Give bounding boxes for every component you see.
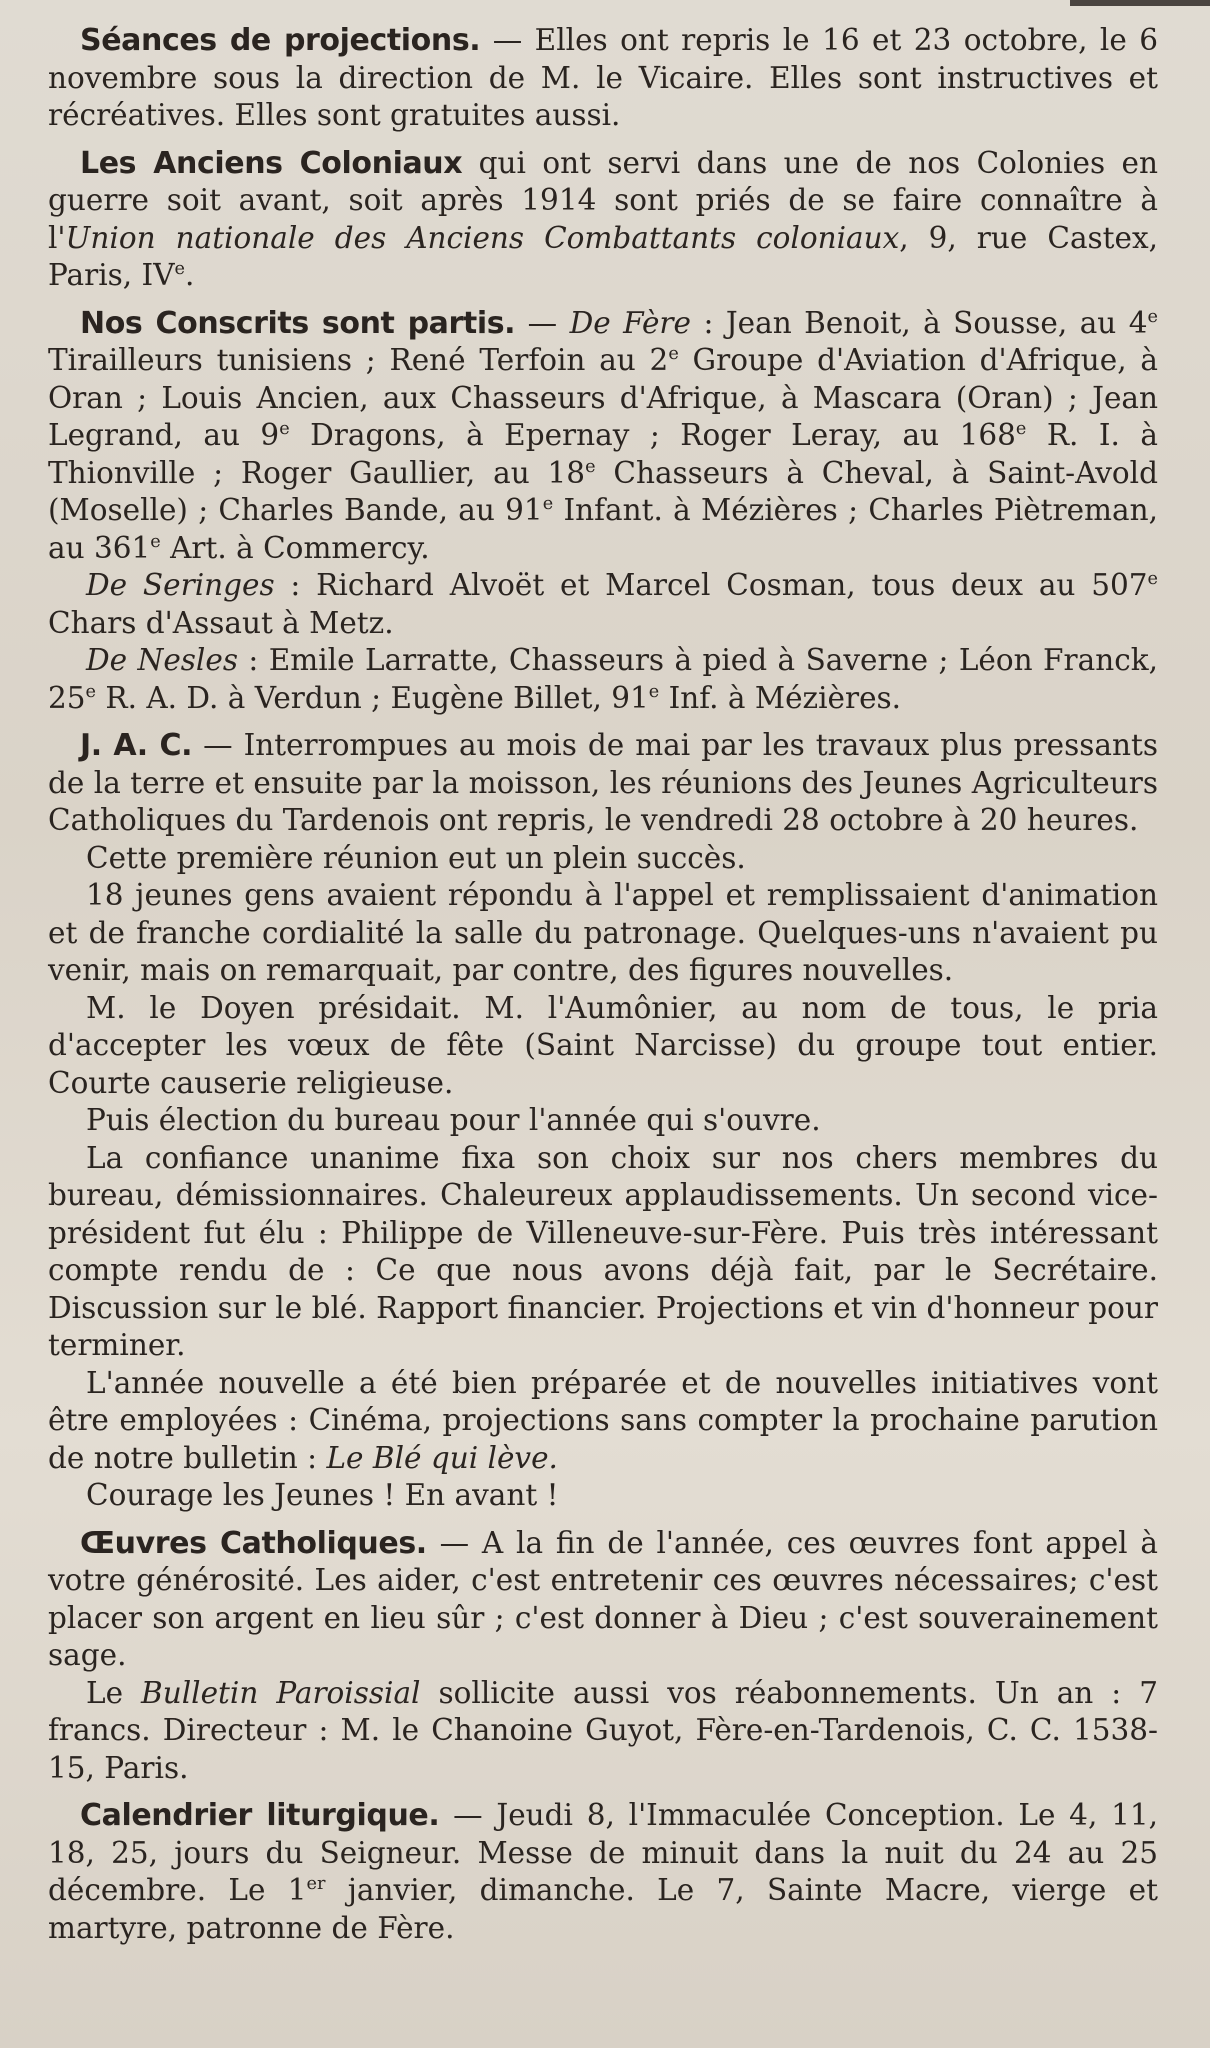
jac-heading: J. A. C. <box>80 728 193 763</box>
fere-text-1: Tirailleurs tunisiens ; René Terfoin au 2 <box>48 343 669 377</box>
section-jac <box>48 727 1158 1515</box>
conscrits-nesles-paragraph <box>48 642 1158 717</box>
conscrits-dash: — <box>515 305 570 340</box>
section-seances <box>48 22 1158 135</box>
fere-label: De Fère <box>569 305 691 340</box>
fere-text-7: Art. à Commercy. <box>160 530 430 565</box>
jac-paragraph-7 <box>48 1365 1158 1478</box>
fere-sup: e <box>1015 419 1027 440</box>
seringes-label: De Seringes <box>86 568 275 602</box>
nesles-text-1: : Emile Larratte, Chasseurs à pied à Saverne ; Léon Franck, 25 <box>48 643 1158 715</box>
oeuvres-paragraph-1 <box>48 1525 1158 1675</box>
fere-sup: e <box>585 456 596 477</box>
jac-text-1: — Interrompues au mois de mai par les travaux plus pressants de la terre et ensuite par la moisson, les réunions des Jeunes Agriculteurs Catholiques du Tardenois ont repris, le vendredi 28 octobre à 20 heures. <box>48 728 1158 837</box>
conscrits-seringes-paragraph <box>48 567 1158 642</box>
jac-paragraph-4: M. le Doyen présidait. M. l'Aumônier, au nom de tous, le pria d'accepter les vœux de fête (Saint Narcisse) du groupe tout entier. Courte causerie religieuse. <box>48 990 1158 1100</box>
conscrits-heading: Nos Conscrits sont partis. <box>80 305 516 341</box>
oeuvres-text-2a: Le <box>86 1675 142 1710</box>
seringes-sup: e <box>1147 569 1158 590</box>
anciens-sup: e <box>174 259 185 280</box>
anciens-address: , 9, rue Castex, Paris, IV <box>48 220 1158 292</box>
fere-text-3: Dragons, à Epernay ; Roger Leray, au 168 <box>289 418 1016 452</box>
oeuvres-paragraph-2 <box>48 1675 1158 1788</box>
fere-sup: e <box>279 419 290 440</box>
anciens-union-name: Union nationale des Anciens Combattants coloniaux <box>65 220 900 255</box>
oeuvres-text-1: — A la fin de l'année, ces œuvres font appel à votre générosité. Les aider, c'est entretenir ces œuvres nécessaires; c'est placer son argent en lieu sûr ; c'est donner à Dieu ; c'est souverainement sage. <box>48 1525 1159 1672</box>
jac-paragraph-3: 18 jeunes gens avaient répondu à l'appel et remplissaient d'animation et de franche cordialité la salle du patronage. Quelques-uns n'avaient pu venir, mais on remarquait, par contre, des figures nouvelles. <box>48 878 1158 987</box>
conscrits-fere-paragraph <box>48 305 1158 568</box>
jac-paragraph-8: Courage les Jeunes ! En avant ! <box>86 1478 559 1512</box>
seances-body: — Elles ont repris le 16 et 23 octobre, le 6 novembre sous la direction de M. le Vicaire. Elles sont instructives et récréatives. Elles sont gratuites aussi. <box>48 23 1158 132</box>
bulletin-paroissial-title: Bulletin Paroissial <box>141 1675 421 1710</box>
seringes-text-2: Chars d'Assaut à Metz. <box>48 605 394 640</box>
nesles-text-3: Inf. à Mézières. <box>659 680 902 715</box>
fere-sup: e <box>150 531 161 552</box>
anciens-end: . <box>184 258 195 292</box>
section-calendrier <box>48 1797 1158 1947</box>
jac-paragraph-2: Cette première réunion eut un plein succès. <box>86 840 746 875</box>
fere-sup: e <box>542 494 554 515</box>
jac-paragraph-6: La confiance unanime fixa son choix sur nos chers membres du bureau, démissionnaires. Chaleureux applaudissements. Un second vice-président fut élu : Philippe de Villeneuve-sur-Fère. Puis très intéressant compte rendu de : Ce que nous avons déjà fait, par le Secrétaire. Discussion sur le blé. Rapport financier. Projections et vin d'honneur pour terminer. <box>48 1140 1158 1362</box>
nesles-sup: e <box>648 681 660 702</box>
nesles-sup: e <box>85 681 97 702</box>
seringes-text-1: : Richard Alvoët et Marcel Cosman, tous deux au 507 <box>274 568 1148 602</box>
section-anciens <box>48 145 1158 295</box>
fere-sup: e <box>668 344 679 365</box>
oeuvres-text-2b: sollicite aussi vos réabonnements. Un an : 7 francs. Directeur : M. le Chanoine Guyot, Fère-en-Tardenois, C. C. 1538-15, Paris. <box>48 1675 1158 1785</box>
bulletin-title: Le Blé qui lève. <box>326 1440 558 1475</box>
seances-heading: Séances de projections. <box>80 23 481 58</box>
fere-text-0: : Jean Benoit, à Sousse, au 4 <box>691 305 1148 340</box>
seances-paragraph <box>48 22 1158 135</box>
calendrier-paragraph <box>48 1797 1158 1947</box>
calendrier-sup: er <box>306 1874 326 1895</box>
section-conscrits <box>48 305 1158 718</box>
calendrier-heading: Calendrier liturgique. <box>80 1798 440 1833</box>
fere-sup: e <box>1147 306 1158 327</box>
page-edge-mark <box>1070 0 1210 6</box>
oeuvres-heading: Œuvres Catholiques. <box>80 1525 427 1561</box>
jac-text-7: L'année nouvelle a été bien préparée et de nouvelles initiatives vont être employées : Cinéma, projections sans compter la prochaine parution de notre bulletin : <box>48 1365 1158 1475</box>
calendrier-text-2: janvier, dimanche. Le 7, Sainte Macre, vierge et martyre, patronne de Fère. <box>48 1873 1158 1945</box>
jac-paragraph-5: Puis élection du bureau pour l'année qui s'ouvre. <box>86 1103 821 1137</box>
anciens-body: qui ont servi dans une de nos Colonies en guerre soit avant, soit après 1914 sont priés de se faire connaître à l' <box>48 145 1158 255</box>
section-oeuvres <box>48 1525 1158 1788</box>
fere-text-6: Infant. à Mézières ; Charles Piètreman, au 361 <box>48 493 1158 565</box>
anciens-paragraph <box>48 145 1158 295</box>
nesles-label: De Nesles <box>86 643 238 677</box>
anciens-heading: Les Anciens Coloniaux <box>80 145 463 181</box>
fere-text-4: R. I. à Thionville ; Roger Gaullier, au 18 <box>48 418 1158 490</box>
fere-text-2: Groupe d'Aviation d'Afrique, à Oran ; Louis Ancien, aux Chasseurs d'Afrique, à Mascara (Oran) ; Jean Legrand, au 9 <box>48 343 1158 452</box>
fere-text-5: Chasseurs à Cheval, à Saint-Avold (Moselle) ; Charles Bande, au 91 <box>48 455 1158 527</box>
calendrier-text-1: — Jeudi 8, l'Immaculée Conception. Le 4, 11, 18, 25, jours du Seigneur. Messe de minuit dans la nuit du 24 au 25 décembre. Le 1 <box>48 1798 1158 1907</box>
jac-paragraph-1 <box>48 727 1158 840</box>
nesles-text-2: R. A. D. à Verdun ; Eugène Billet, 91 <box>96 680 649 715</box>
